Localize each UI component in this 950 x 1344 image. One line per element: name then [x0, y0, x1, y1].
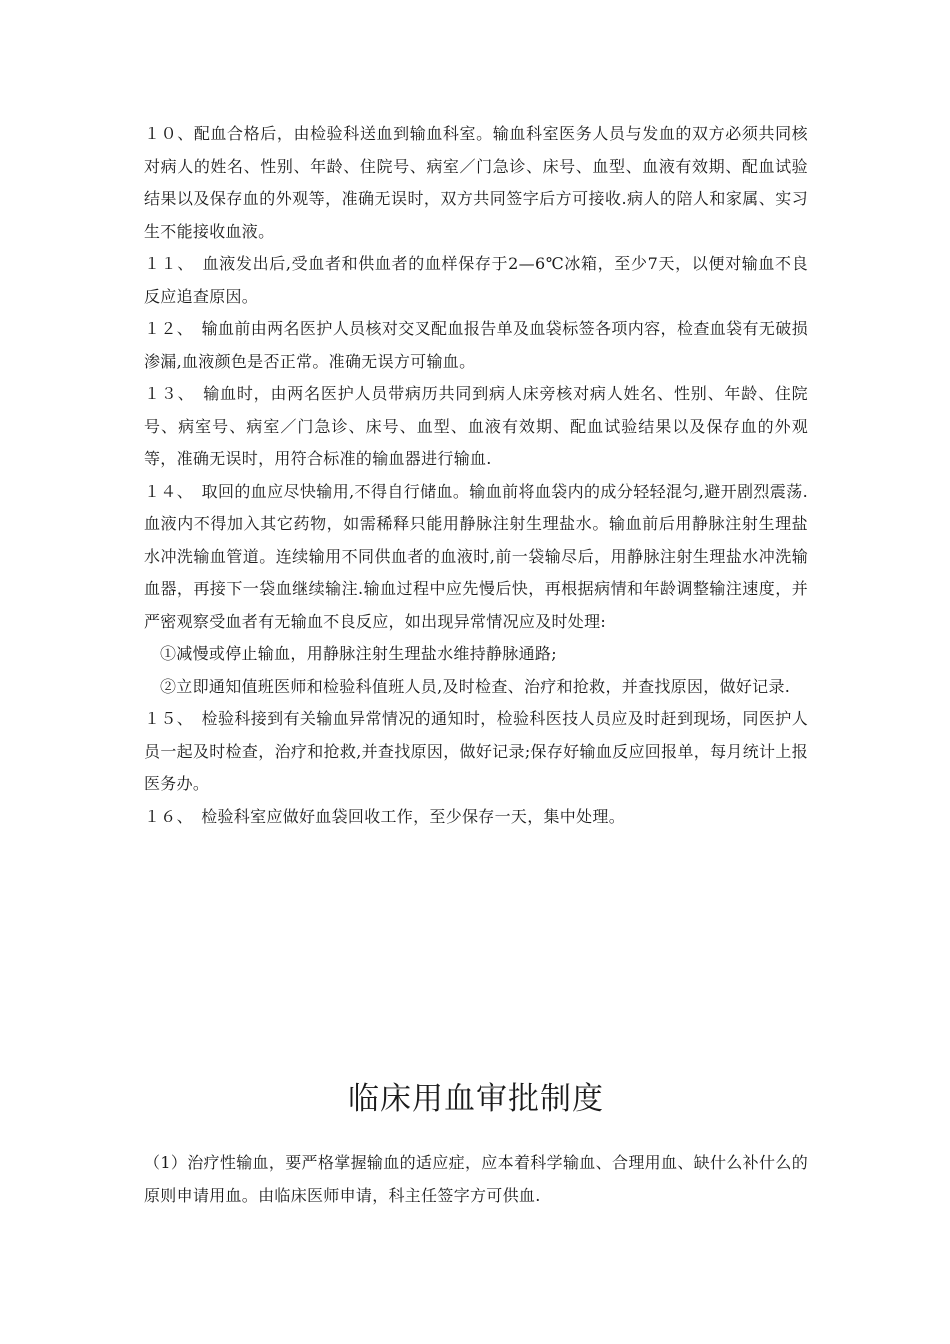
- section-title: 临床用血审批制度: [348, 1081, 604, 1117]
- paragraph-rule-14-item-1: ①减慢或停止输血，用静脉注射生理盐水维持静脉通路;: [160, 644, 557, 663]
- paragraph-rule-14-item-2: ②立即通知值班医师和检验科值班人员,及时检查、治疗和抢救，并查找原因，做好记录.: [160, 676, 791, 696]
- paragraph-approval-1: （1）治疗性输血，要严格掌握输血的适应症，应本着科学输血、合理用血、缺什么补什么的原则申请用血。由临床医师申请，科主任签字方可供血.: [144, 1153, 808, 1205]
- approval-section: [144, 1147, 808, 1212]
- paragraph-rule-14: １４、 取回的血应尽快输用,不得自行储血。输血前将血袋内的成分轻轻混匀,避开剧烈震荡.血液内不得加入其它药物，如需稀释只能用静脉注射生理盐水。输血前后用静脉注射生理盐水冲洗输血管道。连续输用不同供血者的血液时,前一袋输尽后，用静脉注射生理盐水冲洗输血器，再接下一袋血继续输注.输血过程中应先慢后快，再根据病情和年龄调整输注速度，并严密观察受血者有无输血不良反应，如出现异常情况应及时处理:: [144, 481, 808, 631]
- paragraph-rule-12: １２、 输血前由两名医护人员核对交叉配血报告单及血袋标签各项内容，检查血袋有无破损渗漏,血液颜色是否正常。准确无误方可输血。: [144, 319, 808, 371]
- paragraph-rule-11: １１、 血液发出后,受血者和供血者的血样保存于2—6℃冰箱，至少7天，以便对输血不良反应追查原因。: [144, 254, 808, 306]
- paragraph-rule-16: １６、 检验科室应做好血袋回收工作，至少保存一天，集中处理。: [144, 806, 626, 826]
- paragraph-rule-10: １０、配血合格后，由检验科送血到输血科室。输血科室医务人员与发血的双方必须共同核对病人的姓名、性别、年龄、住院号、病室／门急诊、床号、血型、血液有效期、配血试验结果以及保存血的外观等，准确无误时，双方共同签字后方可接收.病人的陪人和家属、实习生不能接收血液。: [144, 124, 808, 241]
- paragraph-rule-15: １５、 检验科接到有关输血异常情况的通知时，检验科医技人员应及时赶到现场，同医护人员一起及时检查，治疗和抢救,并查找原因，做好记录;保存好输血反应回报单，每月统计上报医务办。: [144, 709, 808, 793]
- paragraph-rule-13: １３、 输血时，由两名医护人员带病历共同到病人床旁核对病人姓名、性别、年龄、住院号、病室号、病室／门急诊、床号、血型、血液有效期、配血试验结果以及保存血的外观等，准确无误时，用符合标准的输血器进行输血.: [144, 384, 808, 468]
- rules-continued-section: [144, 118, 808, 833]
